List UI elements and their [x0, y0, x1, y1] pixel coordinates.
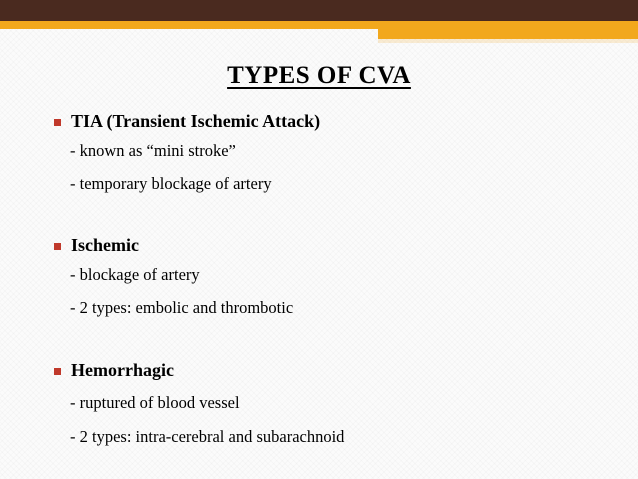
- accent-stripe: [0, 21, 638, 29]
- section-line: - temporary blockage of artery: [70, 174, 272, 193]
- section-line: - known as “mini stroke”: [70, 141, 236, 160]
- section-heading-tia: TIA (Transient Ischemic Attack): [71, 111, 321, 131]
- slide-title: [0, 62, 638, 90]
- section-line: - 2 types: embolic and thrombotic: [70, 298, 294, 317]
- section-line: - ruptured of blood vessel: [70, 393, 240, 412]
- bullet-icon: [54, 243, 61, 250]
- header-band: [0, 0, 638, 21]
- accent-shadow: [378, 39, 638, 43]
- section-line: - blockage of artery: [70, 265, 200, 284]
- section-heading-ischemic: Ischemic: [71, 235, 139, 255]
- bullet-icon: [54, 119, 61, 126]
- accent-stripe-right: [378, 29, 638, 39]
- section-line: - 2 types: intra-cerebral and subarachnoid: [70, 427, 345, 446]
- slide-title-text: TYPES OF CVA: [227, 62, 411, 89]
- bullet-icon: [54, 368, 61, 375]
- section-heading-hemorrhagic: Hemorrhagic: [71, 360, 174, 380]
